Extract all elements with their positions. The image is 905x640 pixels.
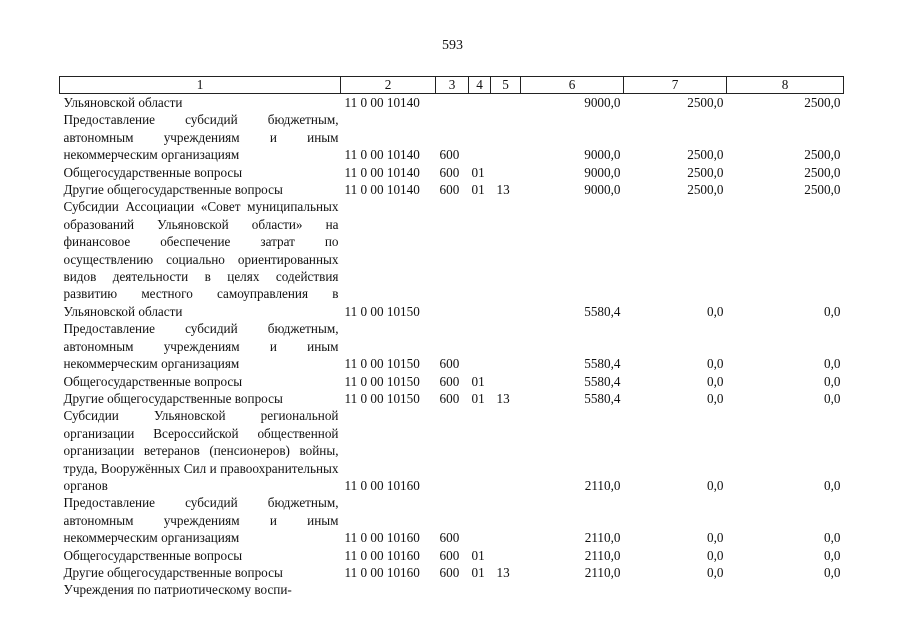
cell-amount-year-3: 0,0 <box>824 390 841 406</box>
cell-expense-group: 600 <box>439 373 460 389</box>
cell-name: Другие общегосударственные вопросы <box>63 182 283 198</box>
cell-expense-group: 600 <box>439 547 460 563</box>
cell-name: Предоставление субсидий бюджетным, автономным учреждениям и иным некоммерческим организациям <box>63 495 339 546</box>
cell-target-article: 11 0 00 10140 <box>344 164 420 180</box>
cell-amount-year-1: 9000,0 <box>584 182 621 198</box>
cell-subsection <box>491 494 521 546</box>
cell-section: 01 <box>471 182 485 198</box>
table-row <box>60 111 844 163</box>
cell-section <box>469 111 491 163</box>
cell-amount-year-3: 0,0 <box>824 530 841 546</box>
cell-target-article: 11 0 00 10160 <box>344 530 420 546</box>
cell-amount-year-2: 0,0 <box>707 564 724 580</box>
cell-target-article: 11 0 00 10160 <box>344 477 420 493</box>
cell-name: Общегосударственные вопросы <box>63 164 243 180</box>
cell-name: Другие общегосударственные вопросы <box>63 390 283 406</box>
cell-amount-year-2: 0,0 <box>707 356 724 372</box>
cell-amount-year-2 <box>624 581 727 598</box>
cell-expense-group <box>436 407 469 494</box>
table-header-row <box>60 77 844 94</box>
cell-target-article: 11 0 00 10160 <box>344 564 420 580</box>
cell-amount-year-2: 2500,0 <box>687 182 724 198</box>
cell-name: Другие общегосударственные вопросы <box>63 564 283 580</box>
cell-amount-year-3: 0,0 <box>824 477 841 493</box>
cell-name: Предоставление субсидий бюджетным, автономным учреждениям и иным некоммерческим организациям <box>63 321 339 372</box>
budget-table <box>59 76 844 599</box>
cell-section: 01 <box>471 373 485 389</box>
cell-subsection <box>491 164 521 181</box>
cell-amount-year-2: 0,0 <box>707 477 724 493</box>
cell-amount-year-2: 2500,0 <box>687 147 724 163</box>
cell-name: Общегосударственные вопросы <box>63 547 243 563</box>
cell-amount-year-1: 2110,0 <box>584 564 621 580</box>
table-row <box>60 164 844 181</box>
cell-target-article: 11 0 00 10150 <box>344 373 420 389</box>
cell-subsection: 13 <box>496 182 510 198</box>
cell-section <box>469 320 491 372</box>
cell-amount-year-1: 9000,0 <box>584 147 621 163</box>
cell-target-article: 11 0 00 10150 <box>344 303 420 319</box>
cell-subsection <box>491 198 521 320</box>
cell-amount-year-3: 0,0 <box>824 356 841 372</box>
cell-name: Субсидии Ассоциации «Совет муниципальных образований Ульяновской области» на финансовое обеспечение затрат по осуществлению социально ориентированных видов деятельности в целях содействия развитию местного самоуправления в Ульяновской области <box>63 199 339 319</box>
page-number: 593 <box>442 38 463 53</box>
cell-target-article: 11 0 00 10140 <box>344 182 420 198</box>
cell-subsection <box>491 320 521 372</box>
column-header-section: 4 <box>469 77 491 94</box>
cell-section <box>469 494 491 546</box>
column-header-amount-year-1: 6 <box>521 77 624 94</box>
cell-section: 01 <box>471 547 485 563</box>
cell-subsection <box>491 111 521 163</box>
table-row <box>60 373 844 390</box>
cell-amount-year-1 <box>521 581 624 598</box>
cell-expense-group: 600 <box>439 147 460 163</box>
cell-target-article: 11 0 00 10150 <box>344 356 420 372</box>
cell-name: Ульяновской области <box>63 95 183 110</box>
cell-subsection <box>491 373 521 390</box>
cell-amount-year-1: 9000,0 <box>584 95 621 110</box>
cell-amount-year-1: 2110,0 <box>584 530 621 546</box>
cell-amount-year-2: 0,0 <box>707 373 724 389</box>
table-row <box>60 390 844 407</box>
cell-name: Учреждения по патриотическому воспи- <box>63 582 292 598</box>
cell-amount-year-3: 2500,0 <box>804 95 841 110</box>
cell-amount-year-1: 2110,0 <box>584 547 621 563</box>
cell-section: 01 <box>471 564 485 580</box>
column-header-expense-group: 3 <box>436 77 469 94</box>
cell-name: Общегосударственные вопросы <box>63 373 243 389</box>
table-body <box>60 94 844 599</box>
cell-name: Субсидии Ульяновской региональной организации Всероссийской общественной организации ветеранов (пенсионеров) войны, труда, Вооружённых Сил и правоохранительных органов <box>63 408 339 493</box>
cell-section <box>469 581 491 598</box>
table-row <box>60 494 844 546</box>
cell-target-article: 11 0 00 10150 <box>344 390 420 406</box>
cell-section: 01 <box>471 164 485 180</box>
cell-subsection <box>491 407 521 494</box>
cell-amount-year-3: 0,0 <box>824 564 841 580</box>
cell-section: 01 <box>471 390 485 406</box>
table-row <box>60 181 844 198</box>
cell-amount-year-3: 2500,0 <box>804 182 841 198</box>
cell-amount-year-3: 2500,0 <box>804 147 841 163</box>
cell-target-article: 11 0 00 10140 <box>344 95 420 110</box>
column-header-name: 1 <box>60 77 341 94</box>
table-row <box>60 320 844 372</box>
table-row <box>60 198 844 320</box>
cell-subsection <box>491 581 521 598</box>
table-row <box>60 564 844 581</box>
table-row <box>60 94 844 112</box>
cell-amount-year-1: 5580,4 <box>584 373 621 389</box>
cell-expense-group: 600 <box>439 356 460 372</box>
cell-amount-year-1: 5580,4 <box>584 390 621 406</box>
cell-expense-group: 600 <box>439 564 460 580</box>
table-row <box>60 581 844 598</box>
cell-section <box>469 407 491 494</box>
cell-amount-year-3 <box>727 581 844 598</box>
cell-amount-year-2: 0,0 <box>707 390 724 406</box>
cell-target-article: 11 0 00 10160 <box>344 547 420 563</box>
cell-subsection <box>491 94 521 112</box>
column-header-target-article: 2 <box>341 77 436 94</box>
cell-subsection: 13 <box>496 390 510 406</box>
table-row <box>60 407 844 494</box>
cell-target-article <box>341 581 436 598</box>
cell-section <box>469 94 491 112</box>
cell-name: Предоставление субсидий бюджетным, автономным учреждениям и иным некоммерческим организациям <box>63 112 339 163</box>
cell-amount-year-2: 0,0 <box>707 530 724 546</box>
cell-amount-year-2: 0,0 <box>707 547 724 563</box>
cell-subsection <box>491 547 521 564</box>
column-header-amount-year-3: 8 <box>727 77 844 94</box>
cell-expense-group: 600 <box>439 182 460 198</box>
cell-amount-year-2: 2500,0 <box>687 164 724 180</box>
cell-expense-group: 600 <box>439 390 460 406</box>
cell-expense-group <box>436 94 469 112</box>
cell-target-article: 11 0 00 10140 <box>344 147 420 163</box>
cell-amount-year-3: 0,0 <box>824 303 841 319</box>
cell-amount-year-1: 5580,4 <box>584 356 621 372</box>
cell-expense-group <box>436 198 469 320</box>
column-header-subsection: 5 <box>491 77 521 94</box>
cell-amount-year-1: 9000,0 <box>584 164 621 180</box>
cell-amount-year-1: 2110,0 <box>584 477 621 493</box>
cell-expense-group: 600 <box>439 530 460 546</box>
cell-amount-year-3: 2500,0 <box>804 164 841 180</box>
table-row <box>60 547 844 564</box>
cell-amount-year-1: 5580,4 <box>584 303 621 319</box>
column-header-amount-year-2: 7 <box>624 77 727 94</box>
cell-amount-year-3: 0,0 <box>824 547 841 563</box>
cell-expense-group <box>436 581 469 598</box>
cell-expense-group: 600 <box>439 164 460 180</box>
cell-amount-year-3: 0,0 <box>824 373 841 389</box>
cell-amount-year-2: 2500,0 <box>687 95 724 110</box>
cell-amount-year-2: 0,0 <box>707 303 724 319</box>
cell-subsection: 13 <box>496 564 510 580</box>
cell-section <box>469 198 491 320</box>
